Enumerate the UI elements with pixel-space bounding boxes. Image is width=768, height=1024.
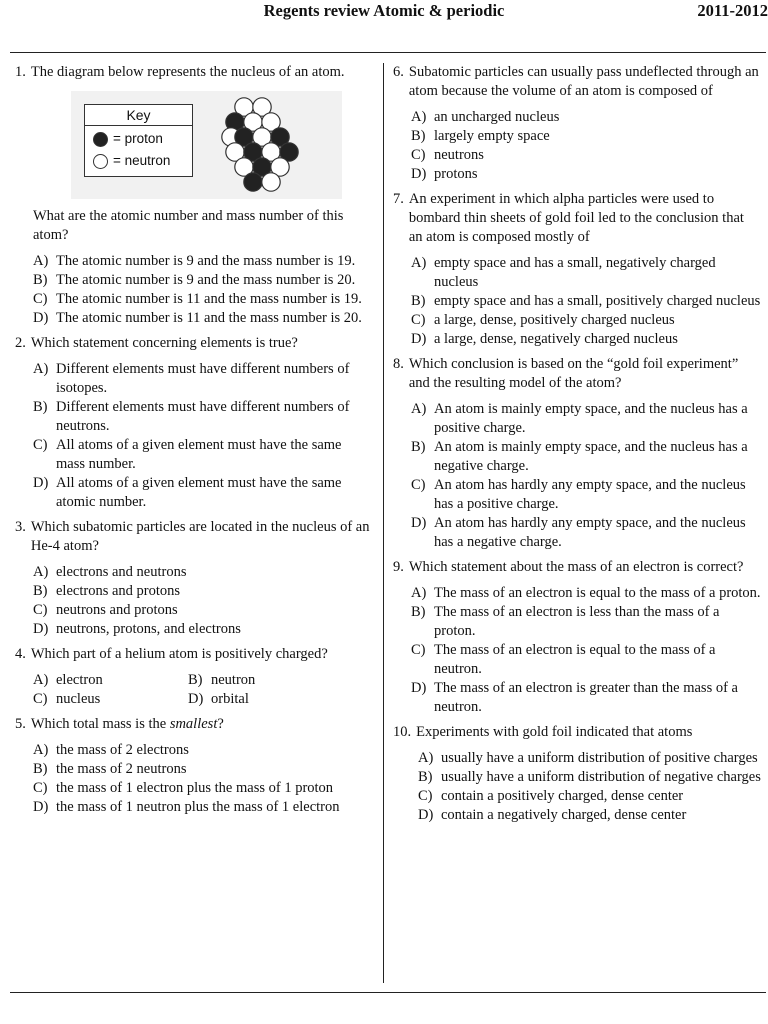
- question-text: Which part of a helium atom is positively charged?: [30, 646, 328, 662]
- choice-letter: A): [411, 401, 427, 417]
- choice-d[interactable]: [411, 514, 761, 552]
- choice-text: a large, dense, positively charged nucleus: [434, 312, 675, 328]
- choice-c[interactable]: [411, 476, 761, 514]
- question-text: The diagram below represents the nucleus of an atom.: [30, 64, 345, 80]
- right-column: [393, 63, 761, 831]
- choice-b[interactable]: [418, 768, 761, 787]
- choice-text: nucleus: [56, 691, 101, 707]
- choice-text: neutron: [211, 672, 256, 688]
- proton-icon: [93, 132, 108, 147]
- choice-letter: A): [33, 361, 49, 377]
- choice-text: The mass of an electron is equal to the mass of a neutron.: [434, 642, 716, 677]
- choice-letter: B): [188, 672, 203, 688]
- choice-letter: C): [33, 602, 48, 618]
- choice-text: neutrons: [434, 147, 484, 163]
- neutron-label: = neutron: [113, 153, 171, 168]
- choice-letter: A): [33, 672, 49, 688]
- answer-choices: [411, 400, 761, 552]
- question-4: [15, 645, 373, 709]
- question-stem: [393, 558, 761, 577]
- question-number: 4.: [15, 646, 26, 662]
- choice-d[interactable]: [411, 679, 761, 717]
- key-row-proton: [93, 129, 163, 149]
- nucleus-diagram: [214, 95, 314, 195]
- choice-text: The atomic number is 9 and the mass number is 19.: [56, 253, 356, 269]
- neutron-icon: [93, 154, 108, 169]
- question-stem: [15, 334, 373, 353]
- choice-row: [33, 690, 373, 709]
- choice-d[interactable]: [188, 690, 343, 709]
- answer-choices: [411, 254, 761, 349]
- page-title: Regents review Atomic & periodic: [263, 1, 505, 20]
- choice-letter: C): [33, 691, 48, 707]
- choice-text: the mass of 2 electrons: [56, 742, 189, 758]
- choice-d[interactable]: [33, 474, 373, 512]
- choice-text: orbital: [211, 691, 249, 707]
- answer-choices: [418, 749, 761, 825]
- choice-b[interactable]: [188, 671, 343, 690]
- choice-b[interactable]: [411, 292, 761, 311]
- question-number: 7.: [393, 191, 404, 207]
- choice-text: empty space and has a small, negatively charged nucleus: [434, 255, 716, 290]
- choice-text: empty space and has a small, positively charged nucleus: [434, 293, 761, 309]
- choice-letter: B): [418, 769, 433, 785]
- choice-letter: D): [33, 621, 49, 637]
- figure-key: [84, 104, 193, 177]
- choice-text: the mass of 2 neutrons: [56, 761, 187, 777]
- question-2: [15, 334, 373, 512]
- top-rule: [10, 52, 766, 53]
- choice-text: Different elements must have different numbers of isotopes.: [56, 361, 350, 396]
- choice-text: contain a negatively charged, dense center: [441, 807, 687, 823]
- column-divider: [383, 63, 384, 983]
- choice-letter: D): [411, 680, 427, 696]
- choice-a[interactable]: [33, 671, 188, 690]
- choice-text: The atomic number is 9 and the mass number is 20.: [56, 272, 356, 288]
- question-text: Which total mass is the smallest?: [30, 716, 224, 732]
- bottom-rule: [10, 992, 766, 993]
- choice-d[interactable]: [411, 165, 761, 184]
- choice-letter: B): [411, 128, 426, 144]
- choice-letter: B): [411, 604, 426, 620]
- choice-letter: C): [411, 312, 426, 328]
- choice-a[interactable]: [33, 741, 373, 760]
- choice-letter: A): [411, 255, 427, 271]
- question-number: 8.: [393, 356, 404, 372]
- choice-text: An atom has hardly any empty space, and the nucleus has a positive charge.: [434, 477, 746, 512]
- choice-text: An atom is mainly empty space, and the nucleus has a negative charge.: [434, 439, 748, 474]
- emphasis: smallest: [169, 716, 218, 732]
- choice-text: The mass of an electron is equal to the mass of a proton.: [434, 585, 761, 601]
- choice-text: usually have a uniform distribution of positive charges: [441, 750, 758, 766]
- choice-letter: D): [33, 475, 49, 491]
- choice-text: The mass of an electron is greater than the mass of a neutron.: [434, 680, 738, 715]
- question-number: 5.: [15, 716, 26, 732]
- choice-c[interactable]: [33, 779, 373, 798]
- choice-b[interactable]: [411, 438, 761, 476]
- choice-letter: D): [33, 799, 49, 815]
- choice-text: the mass of 1 electron plus the mass of 1 proton: [56, 780, 334, 796]
- answer-choices: [33, 563, 373, 639]
- choice-c[interactable]: [33, 690, 188, 709]
- choice-text: Different elements must have different numbers of neutrons.: [56, 399, 350, 434]
- choice-letter: D): [411, 166, 427, 182]
- choice-c[interactable]: [418, 787, 761, 806]
- choice-a[interactable]: [411, 584, 761, 603]
- choice-letter: D): [411, 515, 427, 531]
- choice-text: The mass of an electron is less than the mass of a proton.: [434, 604, 720, 639]
- choice-text: an uncharged nucleus: [434, 109, 560, 125]
- key-title: Key: [85, 105, 192, 126]
- choice-row: [33, 671, 373, 690]
- proton-particle: [244, 173, 262, 191]
- choice-letter: C): [411, 477, 426, 493]
- choice-b[interactable]: [411, 127, 761, 146]
- choice-text: electron: [56, 672, 103, 688]
- question-stem: [393, 63, 761, 101]
- question-stem: [393, 723, 761, 742]
- answer-choices: [411, 108, 761, 184]
- choice-text: All atoms of a given element must have the same mass number.: [56, 437, 342, 472]
- question-text: Which statement about the mass of an electron is correct?: [408, 559, 744, 575]
- choice-letter: C): [418, 788, 433, 804]
- answer-choices: [33, 741, 373, 817]
- choice-a[interactable]: [411, 254, 761, 292]
- choice-text: The atomic number is 11 and the mass number is 20.: [56, 310, 362, 326]
- choice-letter: D): [418, 807, 434, 823]
- choice-a[interactable]: [33, 563, 373, 582]
- left-column: [15, 63, 373, 823]
- choice-d[interactable]: [411, 330, 761, 349]
- choice-text: neutrons, protons, and electrons: [56, 621, 241, 637]
- choice-letter: B): [33, 399, 48, 415]
- choice-text: protons: [434, 166, 478, 182]
- choice-text: the mass of 1 neutron plus the mass of 1 electron: [56, 799, 340, 815]
- question-number: 9.: [393, 559, 404, 575]
- choice-c[interactable]: [33, 290, 373, 309]
- choice-letter: B): [33, 583, 48, 599]
- choice-letter: A): [411, 109, 427, 125]
- choice-b[interactable]: [411, 603, 761, 641]
- choice-c[interactable]: [33, 436, 373, 474]
- question-text-2: What are the atomic number and mass number of this atom?: [33, 208, 344, 243]
- choice-b[interactable]: [33, 398, 373, 436]
- answer-choices: [33, 252, 373, 328]
- question-number: 10.: [393, 724, 412, 740]
- choice-a[interactable]: [411, 108, 761, 127]
- choice-b[interactable]: [33, 582, 373, 601]
- choice-text: An atom is mainly empty space, and the nucleus has a positive charge.: [434, 401, 748, 436]
- choice-text: All atoms of a given element must have the same atomic number.: [56, 475, 342, 510]
- choice-letter: D): [188, 691, 204, 707]
- choice-letter: A): [33, 564, 49, 580]
- question-5: [15, 715, 373, 817]
- choice-text: contain a positively charged, dense center: [441, 788, 684, 804]
- choice-text: The atomic number is 11 and the mass number is 19.: [56, 291, 362, 307]
- question-stem: [15, 518, 373, 556]
- choice-letter: A): [33, 742, 49, 758]
- choice-a[interactable]: [418, 749, 761, 768]
- question-text: Subatomic particles can usually pass undeflected through an atom because the volume of an atom is composed of: [408, 64, 759, 99]
- choice-d[interactable]: [33, 798, 373, 817]
- question-9: [393, 558, 761, 717]
- choice-letter: C): [411, 147, 426, 163]
- choice-letter: C): [33, 437, 48, 453]
- choice-text: neutrons and protons: [56, 602, 178, 618]
- choice-letter: B): [33, 272, 48, 288]
- choice-c[interactable]: [411, 146, 761, 165]
- question-number: 3.: [15, 519, 26, 535]
- key-row-neutron: [93, 151, 170, 171]
- question-number: 1.: [15, 64, 26, 80]
- question-1: [15, 63, 373, 328]
- proton-label: = proton: [113, 131, 163, 146]
- choice-letter: B): [411, 293, 426, 309]
- choice-a[interactable]: [411, 400, 761, 438]
- question-text: Which subatomic particles are located in the nucleus of an He-4 atom?: [30, 519, 370, 554]
- nucleus-figure: [71, 91, 342, 199]
- choice-letter: C): [33, 780, 48, 796]
- answer-choices: [411, 584, 761, 717]
- choice-c[interactable]: [411, 311, 761, 330]
- choice-b[interactable]: [33, 760, 373, 779]
- question-text: Which conclusion is based on the “gold foil experiment” and the resulting model of the atom?: [408, 356, 739, 391]
- answer-choices: [33, 671, 373, 709]
- choice-text: usually have a uniform distribution of negative charges: [441, 769, 761, 785]
- choice-letter: C): [33, 291, 48, 307]
- choice-letter: C): [411, 642, 426, 658]
- choice-text: electrons and neutrons: [56, 564, 187, 580]
- question-number: 2.: [15, 335, 26, 351]
- question-stem: [393, 190, 761, 247]
- question-stem: [15, 715, 373, 734]
- question-text: Which statement concerning elements is true?: [30, 335, 298, 351]
- question-stem: [15, 645, 373, 664]
- choice-a[interactable]: [33, 360, 373, 398]
- choice-letter: D): [411, 331, 427, 347]
- choice-c[interactable]: [33, 601, 373, 620]
- school-year: 2011-2012: [697, 1, 768, 20]
- question-10: [393, 723, 761, 825]
- choice-letter: B): [33, 761, 48, 777]
- choice-letter: A): [418, 750, 434, 766]
- choice-text: An atom has hardly any empty space, and the nucleus has a negative charge.: [434, 515, 746, 550]
- choice-text: a large, dense, negatively charged nucleus: [434, 331, 678, 347]
- choice-letter: A): [33, 253, 49, 269]
- question-8: [393, 355, 761, 552]
- answer-choices: [33, 360, 373, 512]
- question-7: [393, 190, 761, 349]
- choice-c[interactable]: [411, 641, 761, 679]
- question-3: [15, 518, 373, 639]
- question-stem: [15, 63, 373, 82]
- choice-a[interactable]: [33, 252, 373, 271]
- choice-d[interactable]: [33, 620, 373, 639]
- choice-letter: D): [33, 310, 49, 326]
- choice-d[interactable]: [33, 309, 373, 328]
- choice-d[interactable]: [418, 806, 761, 825]
- choice-b[interactable]: [33, 271, 373, 290]
- choice-letter: B): [411, 439, 426, 455]
- question-text: Experiments with gold foil indicated that atoms: [416, 724, 693, 740]
- question-text: An experiment in which alpha particles were used to bombard thin sheets of gold foil led to the conclusion that an atom is composed mostly of: [408, 191, 744, 245]
- choice-text: largely empty space: [434, 128, 550, 144]
- neutron-particle: [262, 173, 280, 191]
- choice-text: electrons and protons: [56, 583, 181, 599]
- question-stem: [393, 355, 761, 393]
- question-number: 6.: [393, 64, 404, 80]
- choice-letter: A): [411, 585, 427, 601]
- question-6: [393, 63, 761, 184]
